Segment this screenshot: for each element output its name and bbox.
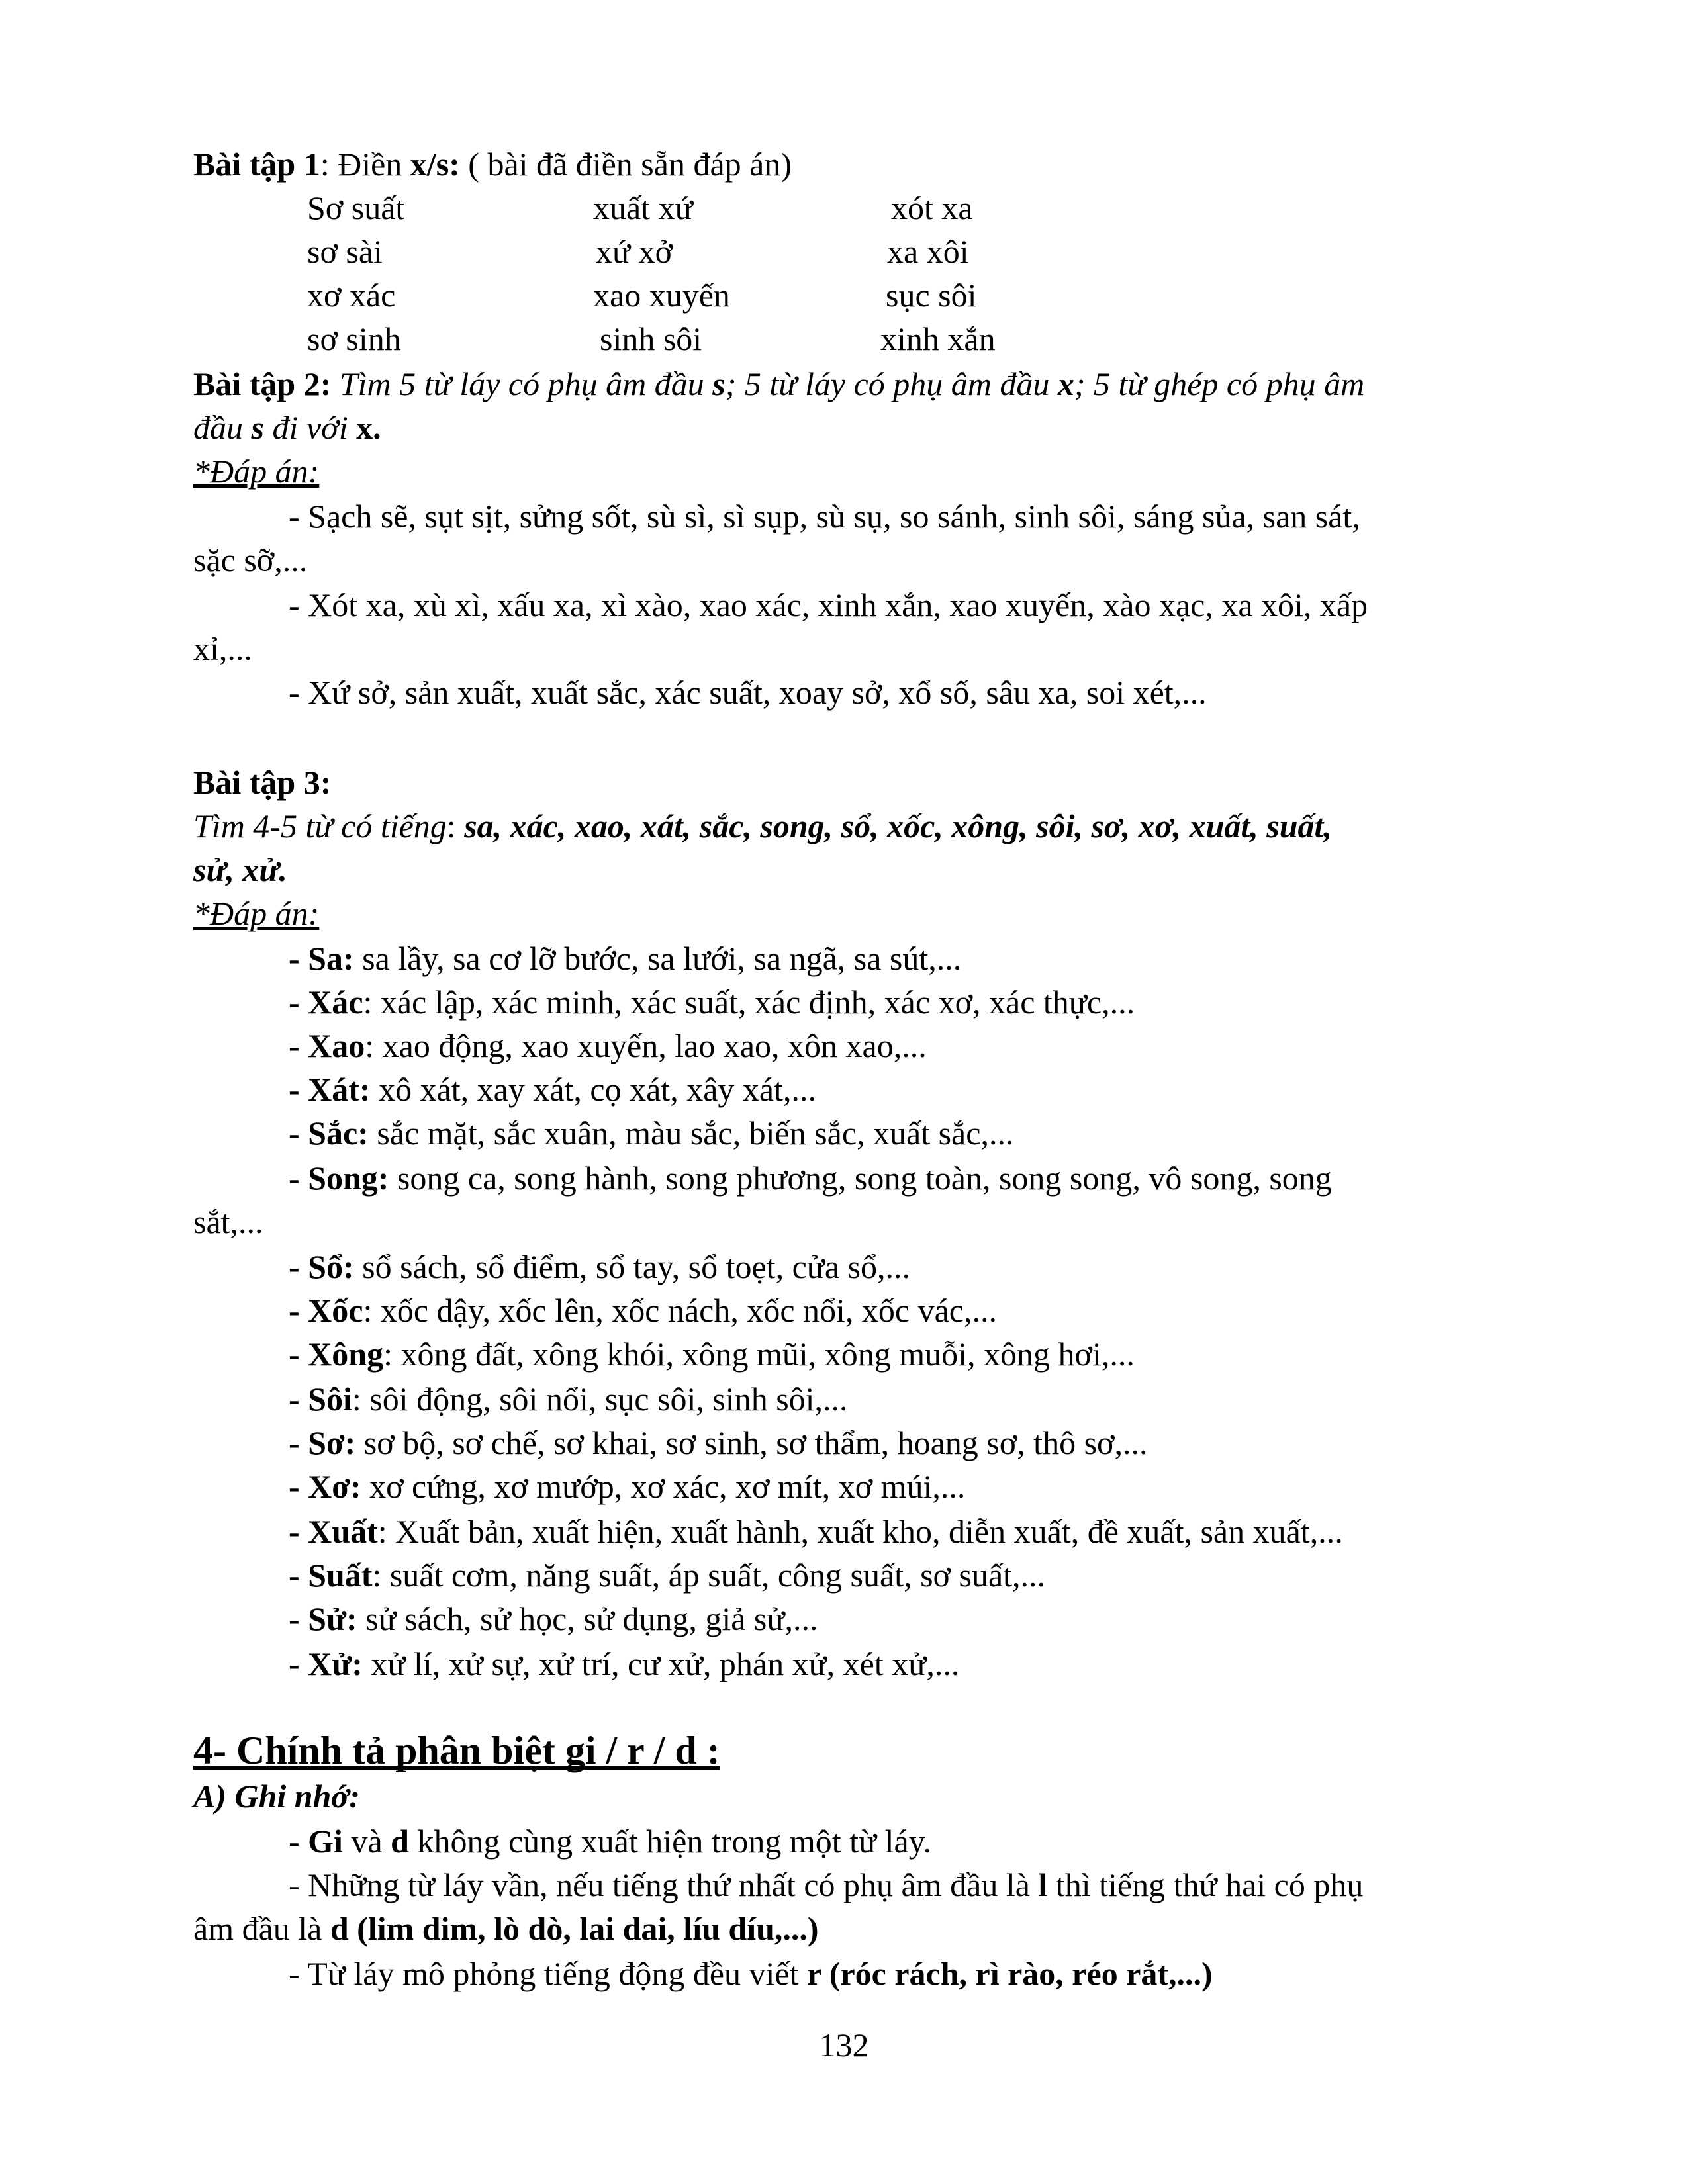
ex3-item-head: - Sôi [289,1381,352,1418]
ex2-answer-text: xỉ,... [193,630,252,667]
ex3-item-head: - Sắc: [289,1115,369,1152]
ex3-item-head: - Xử: [289,1645,363,1682]
ex2-answer-text: - Sạch sẽ, sụt sịt, sửng sốt, sù sì, sì sụp, sù sụ, so sánh, sinh sôi, sáng sủa, san sát, [289,498,1360,535]
ex3-item-text: : suất cơm, năng suất, áp suất, công suất, sơ suất,... [372,1557,1046,1594]
ex2-answer-text: - Xứ sở, sản xuất, xuất sắc, xác suất, xoay sở, xổ số, sâu xa, soi xét,... [289,674,1207,711]
ex2-prompt-x: x. [356,409,381,446]
section4-text: - Những từ láy vần, nếu tiếng thứ nhất có phụ âm đầu là [289,1866,1039,1903]
ex3-item-text: sắc mặt, sắc xuân, màu sắc, biến sắc, xuất sắc,... [368,1115,1014,1152]
ex3-item-text: : xao động, xao xuyến, lao xao, xôn xao,... [365,1027,927,1064]
ex3-title-label: Bài tập 3: [193,764,332,801]
ex1-cell: sinh sôi [600,320,702,357]
ex3-item-head: - Xốc [289,1292,363,1329]
ex3-item-text: song ca, song hành, song phương, song toàn, song song, vô song, song [389,1160,1332,1197]
ex2-prompt-s: s [712,365,726,402]
ex3-item-text: xử lí, xử sự, xử trí, cư xử, phán xử, xét xử,... [362,1645,960,1682]
ex3-item-head: - Sử: [289,1600,357,1637]
ex3-item-head: - Sa: [289,940,354,977]
ex3-item-text: xơ cứng, xơ mướp, xơ xác, xơ mít, xơ múi,... [361,1468,966,1505]
ex3-item-head: - Suất [289,1557,373,1594]
section4-title: Chính tả phân biệt gi / r / d : [226,1729,720,1772]
ex1-cell: xinh xắn [880,320,996,357]
ex3-item-head: - Xông [289,1336,384,1373]
ex3-item-head: - Sơ: [289,1424,356,1461]
ex2-prompt-part: Tìm 5 từ láy có phụ âm đầu [331,365,713,402]
ex1-title-label: Bài tập 1 [193,146,320,183]
ex2-answer-text: - Xót xa, xù xì, xấu xa, xì xào, xao xác, xinh xắn, xao xuyến, xào xạc, xa xôi, xấp [289,586,1368,623]
ex3-item-head: - Xát: [289,1071,371,1108]
ex1-cell: sục sôi [886,277,977,314]
ex1-cell: xuất xứ [593,189,693,226]
section4-bold: Gi [308,1823,343,1860]
ex2-prompt-part: đầu [193,409,252,446]
ex3-item-text: : xác lập, xác minh, xác suất, xác định, xác xơ, xác thực,... [363,983,1135,1021]
ex1-cell: xót xa [891,189,973,226]
section4-bold: d [391,1823,409,1860]
section4-bold: r (róc rách, rì rào, réo rắt,...) [807,1955,1213,1992]
ex3-item-text: sổ sách, sổ điểm, sổ tay, sổ toẹt, cửa sổ,... [353,1248,911,1285]
ex3-prompt-part: : [446,807,465,844]
ex1-cell: Sơ suất [307,189,405,226]
ex3-item-text: sử sách, sử học, sử dụng, giả sử,... [357,1600,818,1637]
ex3-item-text: sa lầy, sa cơ lỡ bước, sa lưới, sa ngã, sa sút,... [353,940,962,977]
ex3-item-text: xô xát, xay xát, cọ xát, xây xát,... [370,1071,816,1108]
section4-text: không cùng xuất hiện trong một từ láy. [408,1823,931,1860]
answer-label: *Đáp án: [193,453,320,490]
ex1-cell: xứ xở [596,233,673,270]
ex1-cell: xa xôi [887,233,969,270]
ex2-prompt-part: đi với [263,409,357,446]
ex1-title-rest: ( bài đã điền sẵn đáp án) [459,146,792,183]
ex2-prompt-x: x [1057,365,1074,402]
ex2-title-label: Bài tập 2: [193,365,332,402]
section4-text: âm đầu là [193,1910,330,1947]
section4-bold: d (lim dim, lò dò, lai dai, líu díu,...) [330,1910,819,1947]
ex1-cell: xao xuyến [593,277,730,314]
section4-bold: l [1038,1866,1048,1903]
section4-number: 4- [193,1729,226,1772]
ex3-item-head: - Sổ: [289,1248,354,1285]
answer-label: *Đáp án: [193,895,320,932]
ex3-item-head: - Xuất [289,1513,378,1550]
ex1-cell: sơ sài [307,233,383,270]
section4-text: thì tiếng thứ hai có phụ [1047,1866,1364,1903]
ex1-title-xs: x/s: [410,146,460,183]
ex3-prompt-words: sử, xử. [193,851,287,888]
ex3-item-text: : Xuất bản, xuất hiện, xuất hành, xuất kho, diễn xuất, đề xuất, sản xuất,... [377,1513,1343,1550]
page-number: 132 [819,2026,869,2064]
ex3-item-text: : xốc dậy, xốc lên, xốc nách, xốc nổi, xốc vác,... [363,1292,997,1329]
ex3-item-text: : sôi động, sôi nổi, sục sôi, sinh sôi,... [352,1381,848,1418]
ex1-title-sep: : Điền [320,146,410,183]
ex3-item-text: sơ bộ, sơ chế, sơ khai, sơ sinh, sơ thẩm, hoang sơ, thô sơ,... [355,1424,1148,1461]
ex1-cell: xơ xác [307,277,396,314]
ex3-item-head: - Song: [289,1160,389,1197]
ex2-prompt-part: ; 5 từ ghép có phụ âm [1074,365,1365,402]
section4-text: và [342,1823,391,1860]
ex3-item-head: - Xao [289,1027,365,1064]
section4-text: - [289,1823,308,1860]
ex3-prompt-words: sa, xác, xao, xát, sắc, song, sổ, xốc, xông, sôi, sơ, xơ, xuất, suất, [464,807,1332,844]
section4-sub: A) Ghi nhớ: [193,1778,360,1815]
section4-text: - Từ láy mô phỏng tiếng động đều viết [289,1955,808,1992]
ex3-item-text: : xông đất, xông khói, xông mũi, xông muỗi, xông hơi,... [383,1336,1135,1373]
ex3-item-head: - Xác [289,983,363,1021]
ex1-cell: sơ sinh [307,320,401,357]
ex2-answer-text: sặc sỡ,... [193,541,308,578]
ex2-prompt-part: ; 5 từ láy có phụ âm đầu [725,365,1058,402]
ex3-item-head: - Xơ: [289,1468,361,1505]
ex3-prompt-part: Tìm 4-5 từ có tiếng [193,807,447,844]
ex2-prompt-s: s [251,409,264,446]
ex3-item-text: sắt,... [193,1203,263,1240]
